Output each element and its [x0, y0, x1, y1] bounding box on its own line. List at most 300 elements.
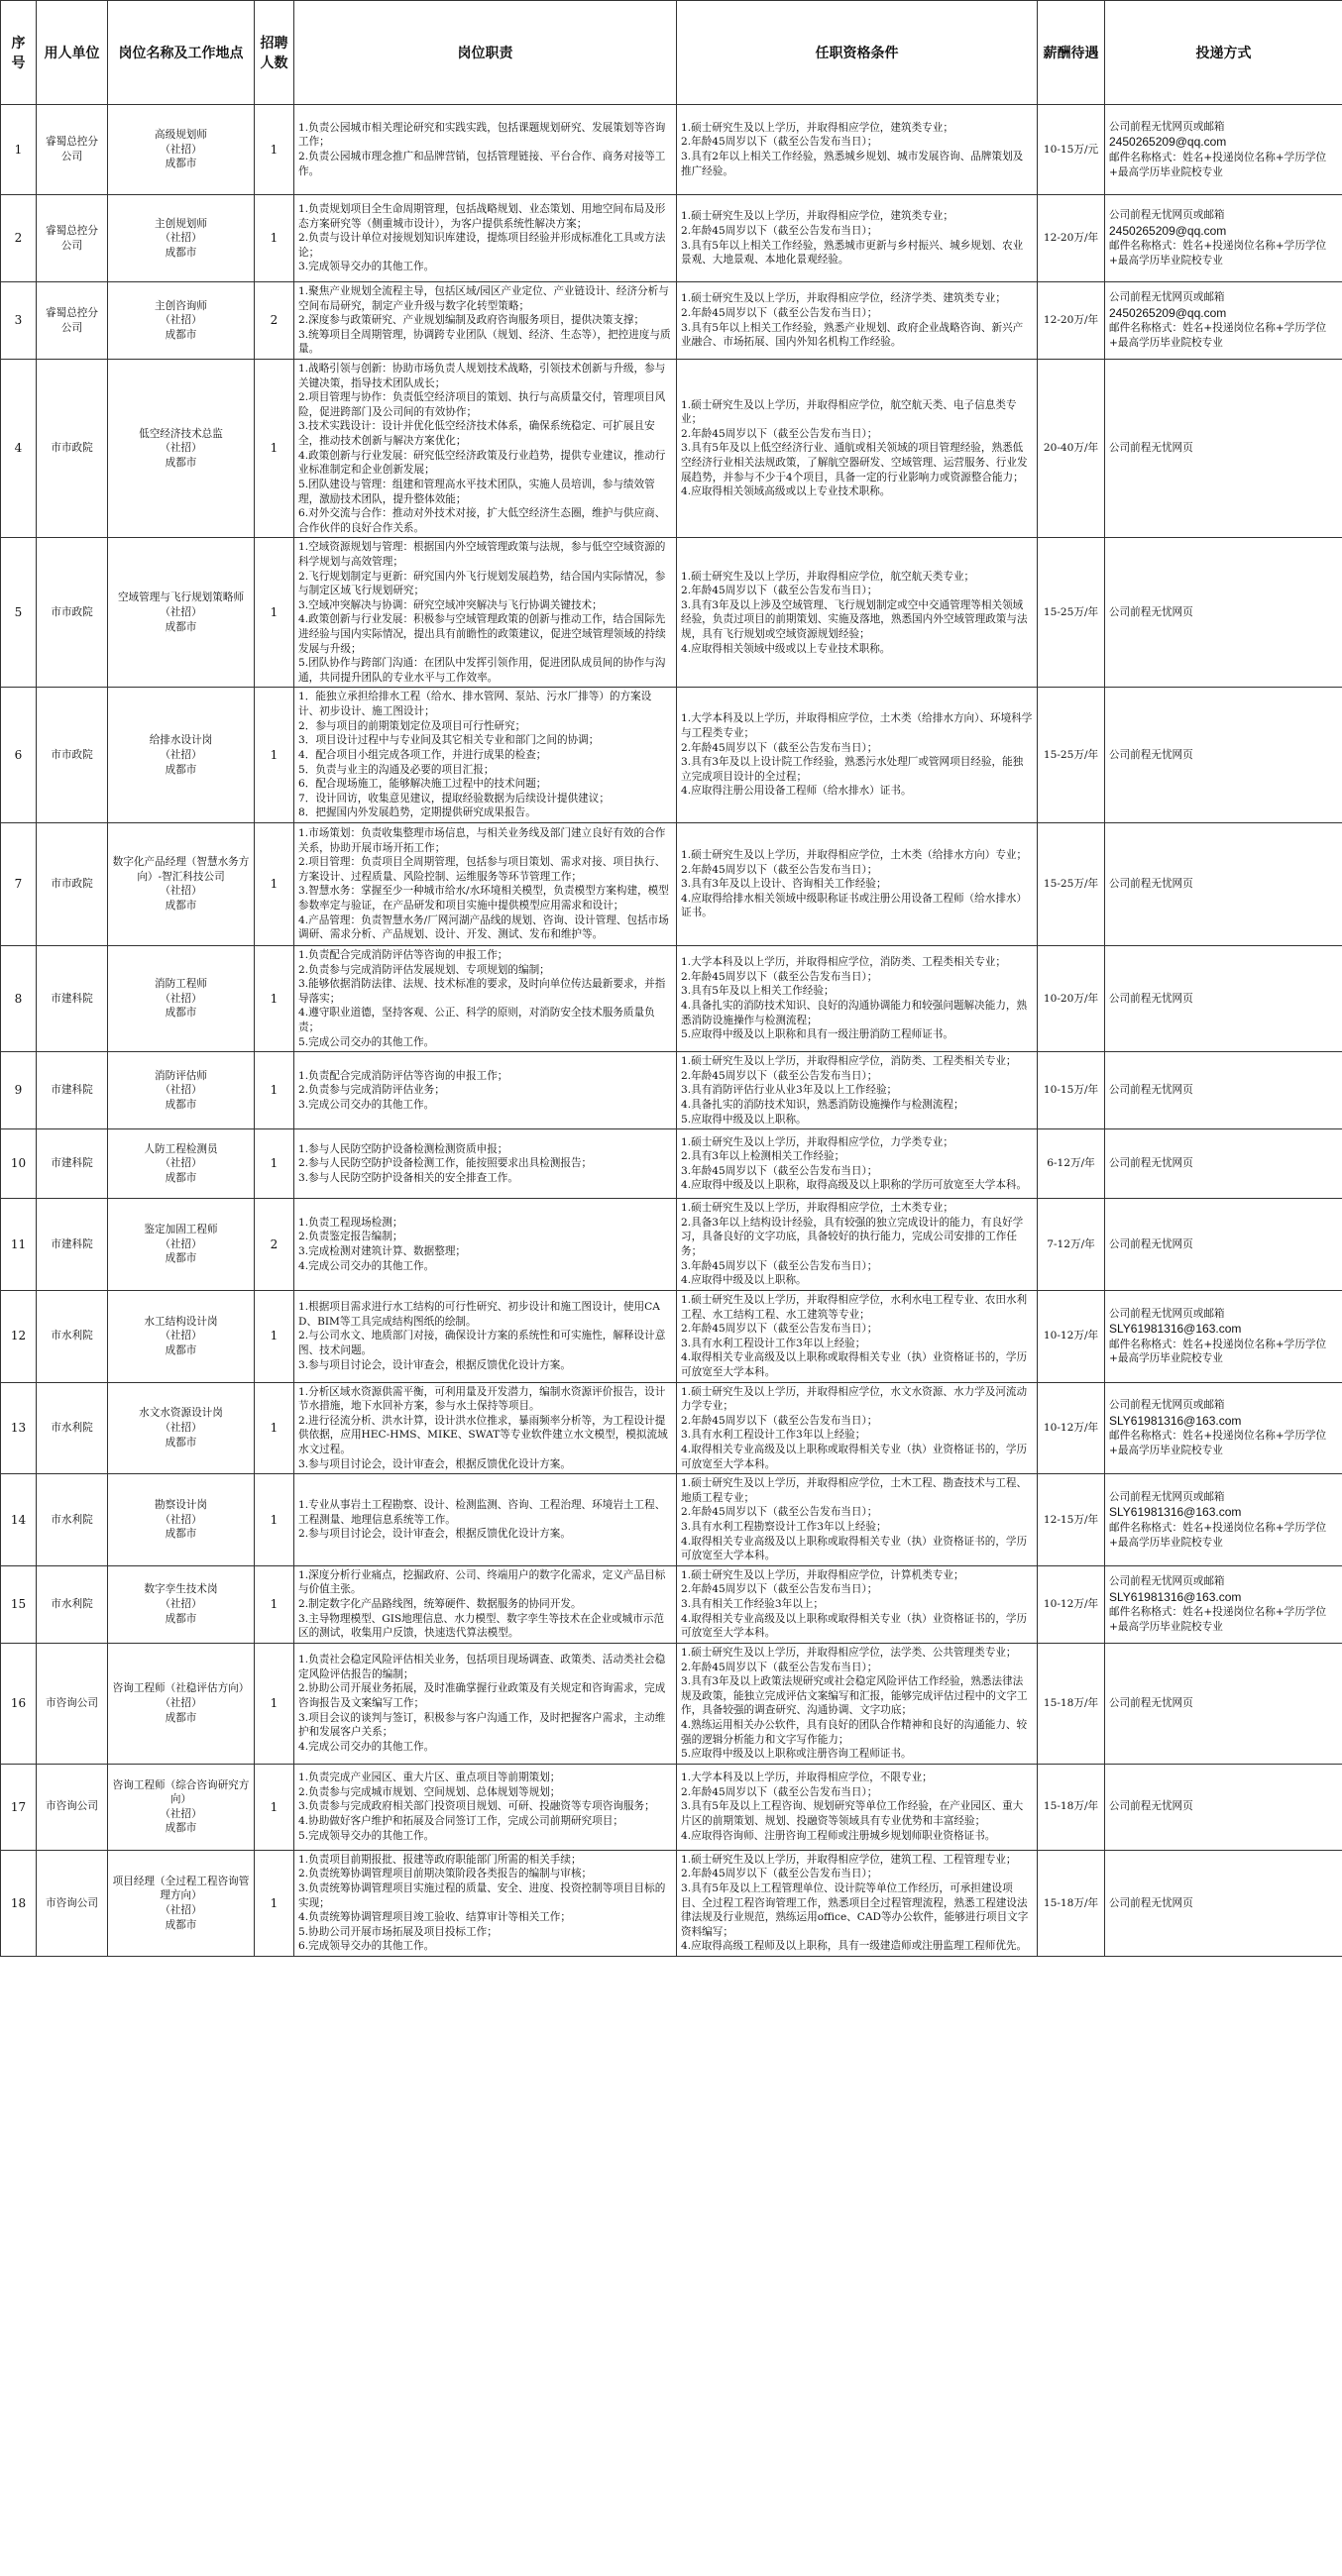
post-line: 成都市 — [165, 457, 197, 469]
duty-line: 2.负责统筹协调管理项目前期决策阶段各类报告的编制与审核； — [298, 1868, 593, 1880]
table-row — [1, 1565, 1342, 1643]
duty-line: 3.完成检测对建筑计算、数据整理； — [298, 1245, 467, 1258]
apply-line: 公司前程无忧网页 — [1109, 1084, 1193, 1097]
duty-line: 1.负责配合完成消防评估等咨询的申报工作； — [298, 948, 508, 961]
post-line: 成都市 — [165, 1436, 197, 1449]
row-duties — [294, 1129, 677, 1199]
post-line: （社招） — [160, 1598, 202, 1611]
row-apply — [1105, 1474, 1342, 1566]
requirement-line: 1.硕士研究生及以上学历，并取得相应学位，经济学类、建筑类专业； — [681, 292, 1006, 305]
requirement-line: 4.应取得高级工程师及以上职称，具有一级建造师或注册监理工程师优先。 — [681, 1940, 1028, 1953]
requirement-line: 2.年龄45周岁以下（截至公告发布当日）； — [681, 970, 878, 983]
post-line: 勘察设计岗 — [155, 1499, 207, 1512]
row-salary: 10-15万/年 — [1038, 1052, 1105, 1129]
post-line: （社招） — [160, 1422, 202, 1435]
row-post — [108, 1052, 255, 1129]
post-line: 成都市 — [165, 158, 197, 170]
row-duties — [294, 1382, 677, 1474]
row-requirements — [677, 822, 1038, 945]
row-salary: 12-20万/年 — [1038, 282, 1105, 360]
apply-line: 公司前程无忧网页 — [1109, 606, 1193, 619]
duty-line: 3.参与项目讨论会，设计审查会，根据反馈优化设计方案。 — [298, 1457, 571, 1470]
row-duties — [294, 282, 677, 360]
header-row — [1, 1, 1342, 105]
post-line: 成都市 — [165, 1711, 197, 1724]
row-count: 1 — [255, 1643, 294, 1764]
table-row — [1, 282, 1342, 360]
duty-line: 1.负责工程现场检测； — [298, 1216, 403, 1229]
requirement-line: 1.硕士研究生及以上学历，并取得相应学位，水文水资源、水力学及河流动力学专业； — [681, 1385, 1028, 1413]
post-line: 消防工程师 — [155, 978, 207, 991]
post-line: 数字化产品经理（智慧水务方向）-智汇科技公司 — [112, 856, 250, 883]
duty-line: 1．能独立承担给排水工程（给水、排水管网、泵站、污水厂排等）的方案设计、初步设计、施工图设计； — [298, 691, 652, 718]
duty-line: 5.团队协作与跨部门沟通：在团队中发挥引领作用，促进团队成员间的协作与沟通，共同提升团队的专业水平与工作效率。 — [298, 657, 666, 684]
apply-line: 邮件名称格式：姓名+投递岗位名称+学历学位+最高学历毕业院校专业 — [1109, 1606, 1327, 1633]
requirement-line: 1.大学本科及以上学历，并取得相应学位，不限专业； — [681, 1771, 933, 1784]
duty-line: 1.根据项目需求进行水工结构的可行性研究、初步设计和施工图设计，使用CAD、BIM等工具完成结构图纸的绘制。 — [298, 1301, 660, 1328]
requirement-line: 4.应取得相关领域中级或以上专业技术职称。 — [681, 642, 891, 655]
row-seq: 18 — [1, 1850, 37, 1956]
requirement-line: 2.年龄45周岁以下（截至公告发布当日）； — [681, 863, 878, 876]
row-post — [108, 1129, 255, 1199]
table-row — [1, 195, 1342, 282]
row-salary: 10-20万/年 — [1038, 945, 1105, 1051]
row-unit: 市水利院 — [37, 1565, 108, 1643]
apply-line: 公司前程无忧网页或邮箱 — [1109, 1307, 1225, 1320]
post-line: 成都市 — [165, 1172, 197, 1185]
row-duties — [294, 945, 677, 1051]
header-unit: 用人单位 — [37, 1, 108, 105]
post-line: （社招） — [160, 1807, 202, 1820]
duty-line: 4.负责统筹协调管理项目竣工验收、结算审计等相关工作； — [298, 1911, 571, 1924]
requirement-line: 1.硕士研究生及以上学历，并取得相应学位，土木类专业； — [681, 1202, 953, 1215]
requirement-line: 4.取得相关专业高级及以上职称或取得相关专业（执）业资格证书的，学历可放宽至大学本科。 — [681, 1444, 1028, 1470]
post-line: 鉴定加固工程师 — [144, 1224, 218, 1236]
row-seq: 1 — [1, 105, 37, 195]
duty-line: 2.制定数字化产品路线图，统筹硬件、数据服务的协同开发。 — [298, 1598, 582, 1611]
requirement-line: 4.取得相关专业高级及以上职称或取得相关专业（执）业资格证书的，学历可放宽至大学本科。 — [681, 1535, 1028, 1562]
row-count: 1 — [255, 688, 294, 822]
row-count: 1 — [255, 105, 294, 195]
header-apply: 投递方式 — [1105, 1, 1342, 105]
row-apply — [1105, 822, 1342, 945]
duty-line: 6.对外交流与合作：推动对外技术对接，扩大低空经济生态圈，维护与供应商、合作伙伴的良好合作关系。 — [298, 507, 666, 534]
post-line: （社招） — [160, 1157, 202, 1170]
requirement-line: 2.年龄45周岁以下（截至公告发布当日）； — [681, 306, 878, 319]
duty-line: 1.深度分析行业痛点，挖掘政府、公司、终端用户的数字化需求，定义产品目标与价值主张。 — [298, 1568, 666, 1596]
duty-line: 2.负责公园城市理念推广和品牌营销，包括管理链接、平台合作、商务对接等工作。 — [298, 151, 666, 177]
post-line: 高级规划师 — [155, 129, 207, 142]
post-line: （社招） — [160, 1084, 202, 1097]
post-line: 成都市 — [165, 1007, 197, 1020]
duty-line: 8．把握国内外发展趋势，定期提供研究成果报告。 — [298, 806, 536, 819]
duty-line: 2.负责与设计单位对接规划知识库建设，提炼项目经验并形成标准化工具或方法论； — [298, 232, 666, 259]
header-seq: 序号 — [1, 1, 37, 105]
requirement-line: 1.硕士研究生及以上学历，并取得相应学位，航空航天类、电子信息类专业； — [681, 398, 1017, 426]
duty-line: 2.飞行规划制定与更新：研究国内外飞行规划发展趋势，结合国内实际情况，参与制定区域飞行规划研究； — [298, 570, 666, 597]
row-count: 1 — [255, 538, 294, 688]
requirement-line: 2.年龄45周岁以下（截至公告发布当日）； — [681, 427, 878, 440]
duty-line: 4.完成公司交办的其他工作。 — [298, 1259, 435, 1272]
row-apply — [1105, 1199, 1342, 1291]
row-post — [108, 1764, 255, 1850]
requirement-line: 4.应取得给排水相关领域中级职称证书或注册公用设备工程师（给水排水）证书。 — [681, 892, 1028, 919]
requirement-line: 4.熟练运用相关办公软件，具有良好的团队合作精神和良好的沟通能力、较强的逻辑分析能力和文字写作能力； — [681, 1718, 1028, 1746]
requirement-line: 2.年龄45周岁以下（截至公告发布当日）； — [681, 1069, 878, 1082]
duty-line: 2.深度参与政策研究、产业规划编制及政府咨询服务项目，提供决策支撑； — [298, 314, 645, 327]
duty-line: 1.市场策划：负责收集整理市场信息，与相关业务线及部门建立良好有效的合作关系，协助开展市场开拓工作； — [298, 827, 666, 854]
duty-line: 1.聚焦产业规划全流程主导，包括区域/园区产业定位、产业链设计、经济分析与空间布局研究，制定产业升级与数字化转型策略； — [298, 285, 669, 312]
row-requirements — [677, 538, 1038, 688]
requirement-line: 2.年龄45周岁以下（截至公告发布当日）； — [681, 1583, 878, 1596]
duty-line: 2.参与项目讨论会，设计审查会，根据反馈优化设计方案。 — [298, 1528, 571, 1541]
duty-line: 2.项目管理：负责项目全周期管理，包括参与项目策划、需求对接、项目执行、方案设计、过程质量、风险控制、运维服务等环节管理工作； — [298, 856, 666, 883]
post-line: （社招） — [160, 314, 202, 327]
row-duties — [294, 1643, 677, 1764]
duty-line: 2.与公司水文、地质部门对接，确保设计方案的系统性和可实施性，解释设计意图、技术问题。 — [298, 1330, 666, 1357]
row-seq: 15 — [1, 1565, 37, 1643]
row-requirements — [677, 1199, 1038, 1291]
header-duties: 岗位职责 — [294, 1, 677, 105]
apply-email: 2450265209@qq.com — [1109, 135, 1227, 150]
requirement-line: 2.年龄45周岁以下（截至公告发布当日）； — [681, 741, 878, 754]
requirement-line: 1.硕士研究生及以上学历，并取得相应学位，航空航天类专业； — [681, 570, 975, 583]
row-post — [108, 945, 255, 1051]
apply-email: SLY61981316@163.com — [1109, 1322, 1242, 1337]
row-apply — [1105, 1052, 1342, 1129]
row-post — [108, 195, 255, 282]
duty-line: 6．配合现场施工，能够解决施工过程中的技术问题； — [298, 778, 547, 791]
row-unit: 市市政院 — [37, 538, 108, 688]
row-post — [108, 688, 255, 822]
row-count: 1 — [255, 195, 294, 282]
row-requirements — [677, 360, 1038, 538]
row-requirements — [677, 1764, 1038, 1850]
table-row — [1, 822, 1342, 945]
row-seq: 6 — [1, 688, 37, 822]
row-seq: 4 — [1, 360, 37, 538]
duty-line: 4.政策创新与行业发展：研究低空经济政策及行业趋势，提供专业建议，推动行业标准制定和企业创新发展； — [298, 449, 666, 477]
requirement-line: 1.硕士研究生及以上学历，并取得相应学位，计算机类专业； — [681, 1568, 964, 1581]
row-seq: 3 — [1, 282, 37, 360]
requirement-line: 1.硕士研究生及以上学历，并取得相应学位，建筑类专业； — [681, 121, 953, 134]
row-apply — [1105, 1129, 1342, 1199]
row-apply — [1105, 538, 1342, 688]
row-count: 1 — [255, 1565, 294, 1643]
duty-line: 3.负责参与完成政府相关部门投资项目规划、可研、投融资等专项咨询服务； — [298, 1800, 655, 1813]
requirement-line: 2.具备3年以上结构设计经验，具有较强的独立完成设计的能力，有良好学习，具备良好的文字功底，具备较好的执行能力，完成公司安排的工作任务； — [681, 1216, 1024, 1258]
row-post — [108, 1290, 255, 1382]
table-row — [1, 1199, 1342, 1291]
row-seq: 10 — [1, 1129, 37, 1199]
row-duties — [294, 105, 677, 195]
requirement-line: 4.取得相关专业高级及以上职称或取得相关专业（执）业资格证书的，学历可放宽至大学本科。 — [681, 1612, 1028, 1640]
row-count: 1 — [255, 1290, 294, 1382]
apply-line: 公司前程无忧网页 — [1109, 878, 1193, 891]
requirement-line: 2.年龄45周岁以下（截至公告发布当日）； — [681, 136, 878, 149]
duty-line: 2.协助公司开展业务拓展，及时准确掌握行业政策及有关规定和咨询需求，完成咨询报告及文案编写工作； — [298, 1682, 666, 1710]
header-count: 招聘人数 — [255, 1, 294, 105]
post-line: 项目经理（全过程工程咨询管理方向） — [112, 1875, 250, 1902]
requirement-line: 3.具有水利工程设计工作3年以上经验； — [681, 1337, 866, 1349]
duty-line: 4.产品管理：负责智慧水务/厂网河湖产品线的规划、咨询、设计管理、包括市场调研、需求分析、产品规划、设计、开发、测试、发布和维护等。 — [298, 913, 669, 941]
post-line: （社招） — [160, 1513, 202, 1526]
post-line: 成都市 — [165, 1252, 197, 1265]
row-apply — [1105, 1643, 1342, 1764]
row-seq: 5 — [1, 538, 37, 688]
row-requirements — [677, 945, 1038, 1051]
row-salary: 7-12万/年 — [1038, 1199, 1105, 1291]
requirement-line: 4.应取得相关领域高级或以上专业技术职称。 — [681, 485, 891, 498]
duty-line: 2.项目管理与协作：负责低空经济项目的策划、执行与高质量交付，管理项目风险，促进跨部门及公司间的有效协作； — [298, 391, 666, 418]
row-apply — [1105, 1764, 1342, 1850]
duty-line: 3．项目设计过程中与专业间及其它相关专业和部门之间的协调； — [298, 734, 600, 747]
requirement-line: 1.硕士研究生及以上学历，并取得相应学位，法学类、公共管理类专业； — [681, 1646, 1017, 1659]
apply-line: 公司前程无忧网页 — [1109, 1237, 1193, 1250]
row-requirements — [677, 1382, 1038, 1474]
post-line: 主创咨询师 — [155, 299, 207, 312]
row-duties — [294, 1052, 677, 1129]
header-salary: 薪酬待遇 — [1038, 1, 1105, 105]
row-count: 1 — [255, 1382, 294, 1474]
row-seq: 12 — [1, 1290, 37, 1382]
apply-line: 公司前程无忧网页 — [1109, 1800, 1193, 1813]
table-row — [1, 688, 1342, 822]
requirement-line: 4.具备扎实的消防技术知识，熟悉消防设施操作与检测流程； — [681, 1099, 964, 1112]
requirement-line: 3.具有消防评估行业从业3年及以上工作经验； — [681, 1084, 898, 1097]
post-line: （社招） — [160, 143, 202, 156]
requirement-line: 4.具备扎实的消防技术知识、良好的沟通协调能力和较强问题解决能力，熟悉消防设施操作与检测流程； — [681, 1000, 1028, 1026]
row-unit: 市建科院 — [37, 1199, 108, 1291]
row-duties — [294, 1290, 677, 1382]
requirement-line: 4.取得相关专业高级及以上职称或取得相关专业（执）业资格证书的，学历可放宽至大学本科。 — [681, 1351, 1028, 1378]
row-unit: 睿蜀总控分公司 — [37, 195, 108, 282]
row-requirements — [677, 1565, 1038, 1643]
row-apply — [1105, 360, 1342, 538]
row-count: 1 — [255, 1850, 294, 1956]
requirement-line: 3.年龄45周岁以下（截至公告发布当日）； — [681, 1164, 878, 1177]
post-line: 成都市 — [165, 1822, 197, 1835]
row-post — [108, 1850, 255, 1956]
apply-line: 公司前程无忧网页或邮箱 — [1109, 1399, 1225, 1412]
post-line: 成都市 — [165, 1344, 197, 1357]
row-unit: 市水利院 — [37, 1382, 108, 1474]
table-row — [1, 538, 1342, 688]
row-unit: 市市政院 — [37, 822, 108, 945]
apply-line: 邮件名称格式：姓名+投递岗位名称+学历学位+最高学历毕业院校专业 — [1109, 1522, 1327, 1549]
duty-line: 3.参与人民防空防护设备相关的安全排查工作。 — [298, 1172, 518, 1185]
requirement-line: 4.应取得中级及以上职称。 — [681, 1274, 807, 1287]
post-line: （社招） — [160, 885, 202, 898]
post-line: 空域管理与飞行规划策略师 — [117, 591, 245, 604]
row-unit: 睿蜀总控分公司 — [37, 105, 108, 195]
duty-line: 3.完成领导交办的其他工作。 — [298, 261, 435, 273]
requirement-line: 3.年龄45周岁以下（截至公告发布当日）； — [681, 1259, 878, 1272]
duty-line: 2.负责鉴定报告编制； — [298, 1231, 403, 1243]
apply-line: 公司前程无忧网页 — [1109, 1896, 1193, 1909]
row-count: 1 — [255, 945, 294, 1051]
post-line: 成都市 — [165, 1099, 197, 1112]
row-requirements — [677, 1474, 1038, 1566]
row-salary: 15-25万/年 — [1038, 538, 1105, 688]
duty-line: 1.战略引领与创新：协助市场负责人规划技术战略，引领技术创新与升级，参与关键决策，指导技术团队成长； — [298, 363, 666, 389]
apply-line: 公司前程无忧网页或邮箱 — [1109, 209, 1225, 222]
table-row — [1, 1290, 1342, 1382]
row-seq: 13 — [1, 1382, 37, 1474]
duty-line: 1.负责项目前期报批、报建等政府职能部门所需的相关手续； — [298, 1853, 582, 1866]
row-seq: 14 — [1, 1474, 37, 1566]
requirement-line: 3.具有3年及以上涉及空域管理、飞行规划制定或空中交通管理等相关领域经验，负责过项目的前期策划、实施及落地，熟悉国内外空域管理政策与法规，具有飞行规划或空域资源规划经验； — [681, 598, 1028, 641]
row-post — [108, 105, 255, 195]
row-requirements — [677, 1052, 1038, 1129]
row-requirements — [677, 688, 1038, 822]
requirement-line: 3.具有2年以上相关工作经验，熟悉城乡规划、城市发展咨询、品牌策划及推广经验。 — [681, 151, 1024, 177]
post-line: 消防评估师 — [155, 1069, 207, 1082]
row-requirements — [677, 105, 1038, 195]
row-requirements — [677, 1129, 1038, 1199]
requirement-line: 5.应取得中级及以上职称或注册咨询工程师证书。 — [681, 1748, 912, 1761]
row-count: 1 — [255, 1052, 294, 1129]
row-duties — [294, 538, 677, 688]
post-line: 水文水资源设计岗 — [139, 1407, 223, 1420]
apply-line: 公司前程无忧网页 — [1109, 1697, 1193, 1710]
post-line: 成都市 — [165, 328, 197, 341]
post-line: 成都市 — [165, 900, 197, 912]
post-line: （社招） — [160, 1237, 202, 1250]
requirement-line: 1.硕士研究生及以上学历，并取得相应学位，土木工程、勘查技术与工程、地质工程专业； — [681, 1477, 1028, 1504]
row-duties — [294, 360, 677, 538]
requirement-line: 3.具有水利工程设计工作3年以上经验； — [681, 1429, 866, 1442]
post-line: （社招） — [160, 232, 202, 245]
row-unit: 睿蜀总控分公司 — [37, 282, 108, 360]
row-apply — [1105, 1565, 1342, 1643]
row-apply — [1105, 945, 1342, 1051]
row-count: 2 — [255, 282, 294, 360]
duty-line: 7．设计回访，收集意见建议，提取经验数据为后续设计提供建议； — [298, 792, 610, 805]
row-unit: 市水利院 — [37, 1474, 108, 1566]
requirement-line: 3.具有5年及以上工程咨询、规划研究等单位工作经验，在产业园区、重大片区的前期策划、规划、投融资等领域具有专业优势和丰富经验； — [681, 1800, 1024, 1828]
duty-line: 1.分析区域水资源供需平衡，可利用量及开发潜力，编制水资源评价报告，设计节水措施，地下水回补方案，参与水土保持等项目。 — [298, 1385, 666, 1413]
requirement-line: 3.具有水利工程勘察设计工作3年以上经验； — [681, 1521, 887, 1534]
row-count: 2 — [255, 1199, 294, 1291]
duty-line: 4.完成公司交办的其他工作。 — [298, 1740, 435, 1753]
row-unit: 市咨询公司 — [37, 1764, 108, 1850]
row-salary: 15-18万/年 — [1038, 1643, 1105, 1764]
row-salary: 15-25万/年 — [1038, 688, 1105, 822]
post-line: 成都市 — [165, 1918, 197, 1931]
post-line: 成都市 — [165, 763, 197, 776]
apply-line: 公司前程无忧网页或邮箱 — [1109, 120, 1225, 133]
post-line: （社招） — [160, 1697, 202, 1710]
requirement-line: 3.具有3年及以上政策法规研究或社会稳定风险评估工作经验，熟悉法律法规及政策，能独立完成评估文案编写和汇报，能够完成评估过程中的文字工作，具备较强的调查研究、沟通协调、文字功底； — [681, 1675, 1028, 1717]
row-duties — [294, 1474, 677, 1566]
table-body — [1, 105, 1342, 1957]
table-row — [1, 1850, 1342, 1956]
requirement-line: 4.应取得咨询师、注册咨询工程师或注册城乡规划师职业资格证书。 — [681, 1829, 996, 1842]
duty-line: 2．参与项目的前期策划定位及项目可行性研究； — [298, 719, 526, 732]
table-row — [1, 360, 1342, 538]
post-line: 给排水设计岗 — [149, 734, 213, 747]
requirement-line: 2.年龄45周岁以下（截至公告发布当日）； — [681, 1661, 878, 1673]
requirement-line: 4.应取得中级及以上职称，取得高级及以上职称的学历可放宽至大学本科。 — [681, 1179, 1028, 1192]
duty-line: 3.参与项目讨论会，设计审查会，根据反馈优化设计方案。 — [298, 1358, 571, 1371]
duty-line: 3.负责统筹协调管理项目实施过程的质量、安全、进度、投资控制等项目目标的实现； — [298, 1882, 666, 1909]
duty-line: 1.负责完成产业园区、重大片区、重点项目等前期策划； — [298, 1771, 561, 1784]
row-seq: 11 — [1, 1199, 37, 1291]
row-post — [108, 1643, 255, 1764]
post-line: 人防工程检测员 — [144, 1142, 218, 1155]
requirement-line: 3.具有5年以上相关工作经验，熟悉城市更新与乡村振兴、城乡规划、农业景观、大地景观、本地化景观经验。 — [681, 239, 1024, 267]
requirement-line: 3.具有3年及以上设计院工作经验，熟悉污水处理厂或管网项目经验，能独立完成项目设计的全过程； — [681, 756, 1024, 783]
post-line: （社招） — [160, 992, 202, 1005]
row-requirements — [677, 195, 1038, 282]
duty-line: 2.负责参与完成消防评估业务； — [298, 1084, 445, 1097]
requirement-line: 3.具有相关工作经验3年以上； — [681, 1598, 824, 1611]
row-requirements — [677, 1290, 1038, 1382]
apply-line: 公司前程无忧网页 — [1109, 992, 1193, 1005]
duty-line: 4.协助做好客户维护和拓展及合同签订工作，完成公司前期研究项目； — [298, 1815, 623, 1828]
duty-line: 1.负责规划项目全生命周期管理，包括战略规划、业态策划、用地空间布局及形态方案研究等（侧重城市设计），为客户提供系统性解决方案； — [298, 202, 666, 230]
requirement-line: 4.应取得注册公用设备工程师（给水排水）证书。 — [681, 785, 912, 798]
requirement-line: 2.年龄45周岁以下（截至公告发布当日）； — [681, 1506, 878, 1519]
requirement-line: 1.硕士研究生及以上学历，并取得相应学位，力学类专业； — [681, 1135, 953, 1148]
requirement-line: 1.硕士研究生及以上学历，并取得相应学位，建筑工程、工程管理专业； — [681, 1853, 1017, 1866]
row-duties — [294, 1764, 677, 1850]
requirement-line: 1.硕士研究生及以上学历，并取得相应学位，土木类（给排水方向）专业； — [681, 848, 1028, 861]
row-apply — [1105, 688, 1342, 822]
post-line: 数字孪生技术岗 — [144, 1583, 218, 1596]
table-row — [1, 105, 1342, 195]
row-apply — [1105, 195, 1342, 282]
table-row — [1, 1382, 1342, 1474]
row-seq: 7 — [1, 822, 37, 945]
row-post — [108, 360, 255, 538]
row-count: 1 — [255, 1129, 294, 1199]
row-requirements — [677, 282, 1038, 360]
requirement-line: 5.应取得中级及以上职称和具有一级注册消防工程师证书。 — [681, 1028, 953, 1041]
row-post — [108, 1474, 255, 1566]
row-seq: 8 — [1, 945, 37, 1051]
row-unit: 市咨询公司 — [37, 1850, 108, 1956]
requirement-line: 2.年龄45周岁以下（截至公告发布当日）； — [681, 1785, 878, 1798]
post-line: 咨询工程师（综合咨询研究方向） — [112, 1778, 250, 1806]
post-line: 主创规划师 — [155, 217, 207, 230]
table-row — [1, 1052, 1342, 1129]
apply-line: 邮件名称格式：姓名+投递岗位名称+学历学位+最高学历毕业院校专业 — [1109, 1338, 1327, 1365]
requirement-line: 5.应取得中级及以上职称。 — [681, 1113, 807, 1126]
row-unit: 市市政院 — [37, 688, 108, 822]
duty-line: 5.协助公司开展市场拓展及项目投标工作； — [298, 1925, 498, 1938]
post-line: 低空经济技术总监 — [139, 427, 223, 440]
row-apply — [1105, 1382, 1342, 1474]
duty-line: 3.完成公司交办的其他工作。 — [298, 1099, 435, 1112]
row-count: 1 — [255, 1474, 294, 1566]
duty-line: 2.参与人民防空防护设备检测工作，能按照要求出具检测报告； — [298, 1157, 593, 1170]
apply-line: 公司前程无忧网页或邮箱 — [1109, 1490, 1225, 1503]
row-post — [108, 1565, 255, 1643]
duty-line: 2.负责参与完成城市规划、空间规划、总体规划等规划； — [298, 1785, 561, 1798]
row-salary: 15-18万/年 — [1038, 1850, 1105, 1956]
duty-line: 3.能够依据消防法律、法规、技术标准的要求，及时向单位传达最新要求，并指导落实； — [298, 978, 666, 1005]
requirement-line: 2.具有3年以上检测相关工作经验； — [681, 1150, 845, 1163]
row-duties — [294, 1850, 677, 1956]
post-line: （社招） — [160, 606, 202, 619]
apply-line: 公司前程无忧网页 — [1109, 442, 1193, 455]
apply-email: SLY61981316@163.com — [1109, 1589, 1242, 1604]
duty-line: 5.完成公司交办的其他工作。 — [298, 1035, 435, 1048]
duty-line: 1.空域资源规划与管理：根据国内外空域管理政策与法规，参与低空空域资源的科学规划与高效管理； — [298, 541, 666, 568]
row-unit: 市咨询公司 — [37, 1643, 108, 1764]
